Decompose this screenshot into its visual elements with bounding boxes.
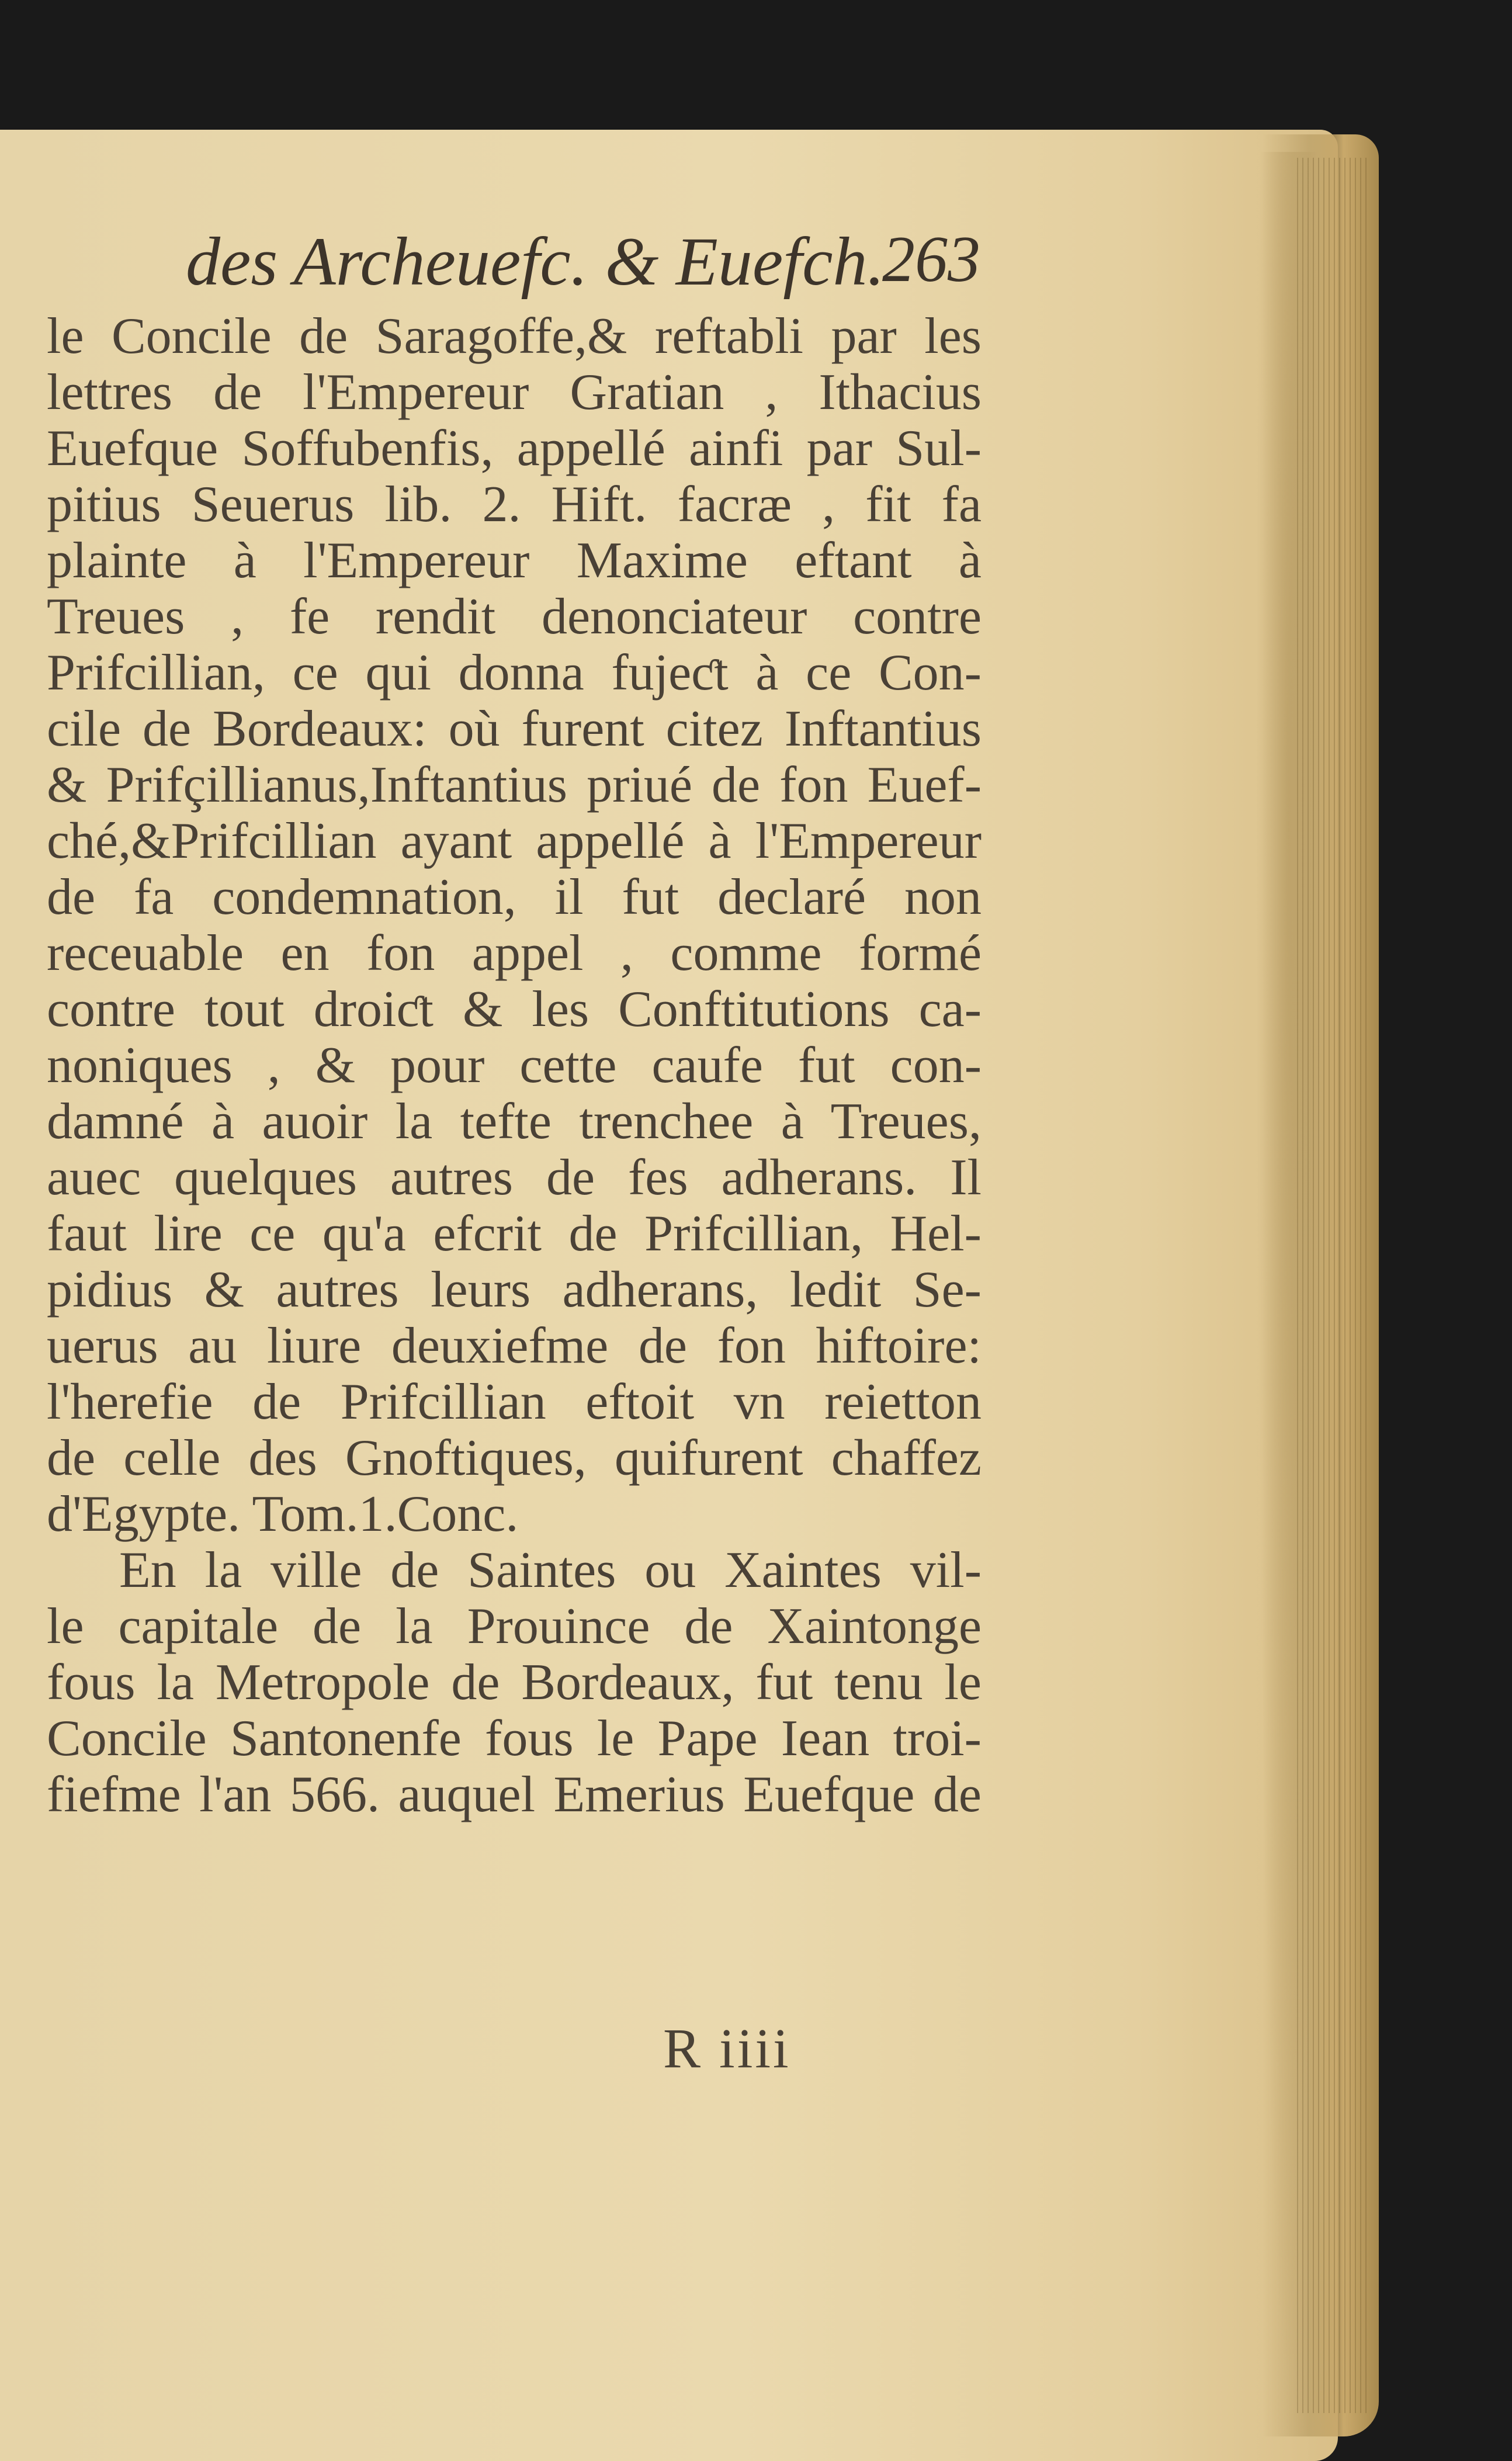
text-line: Treues , fe rendit denonciateur contre <box>47 588 982 645</box>
signature-mark: R iiii <box>663 2017 791 2079</box>
text-line: En la ville de Saintes ou Xaintes vil- <box>119 1542 982 1599</box>
page-number: 263 <box>882 223 980 296</box>
text-line: l'herefie de Prifcillian eftoit vn reietton <box>47 1374 982 1430</box>
text-line: fous la Metropole de Bordeaux, fut tenu le <box>47 1654 982 1711</box>
text-line: noniques , & pour cette caufe fut con- <box>47 1037 982 1094</box>
text-line: fiefme l'an 566. auquel Emerius Euefque de <box>47 1766 982 1823</box>
text-line: Euefque Soffubenfis, appellé ainfi par Sul- <box>47 420 982 477</box>
text-line: ché,&Prifcillian ayant appellé à l'Empereur <box>47 813 982 869</box>
text-line: auec quelques autres de fes adherans. Il <box>47 1149 982 1206</box>
text-line: plainte à l'Empereur Maxime eftant à <box>47 532 982 589</box>
running-head <box>186 222 980 316</box>
text-line: lettres de l'Empereur Gratian , Ithacius <box>47 364 982 421</box>
body-text <box>47 309 982 1823</box>
text-line: contre tout droiƈt & les Conftitutions ca- <box>47 981 982 1038</box>
text-line: cile de Bordeaux: où furent citez Inftantius <box>47 701 982 757</box>
text-line: d'Egypte. Tom.1.Conc. <box>47 1486 519 1543</box>
text-line: pitius Seuerus lib. 2. Hift. facræ , fit fa <box>47 476 982 533</box>
running-head-title: des Archeuefc. & Euefch. <box>186 223 885 300</box>
text-line: uerus au liure deuxiefme de fon hiftoire: <box>47 1318 982 1374</box>
text-line: de celle des Gnoftiques, quifurent chaffez <box>47 1430 982 1486</box>
text-line: & Prifçillianus,Inftantius priué de fon Euef- <box>47 757 982 813</box>
text-line: le Concile de Saragoffe,& reftabli par les <box>47 308 982 365</box>
page-stain <box>1256 152 1320 2401</box>
text-line: Concile Santonenfe fous le Pape Iean troi- <box>47 1710 982 1767</box>
text-line: receuable en fon appel , comme formé <box>47 925 982 982</box>
text-line: pidius & autres leurs adherans, ledit Se- <box>47 1261 982 1318</box>
text-line: faut lire ce qu'a efcrit de Prifcillian, Hel- <box>47 1205 982 1262</box>
text-line: le capitale de la Prouince de Xaintonge <box>47 1598 982 1655</box>
text-line: de fa condemnation, il fut declaré non <box>47 869 982 926</box>
text-line: Prifcillian, ce qui donna fujeƈt à ce Con- <box>47 644 982 701</box>
text-line: damné à auoir la tefte trenchee à Treues, <box>47 1093 982 1150</box>
